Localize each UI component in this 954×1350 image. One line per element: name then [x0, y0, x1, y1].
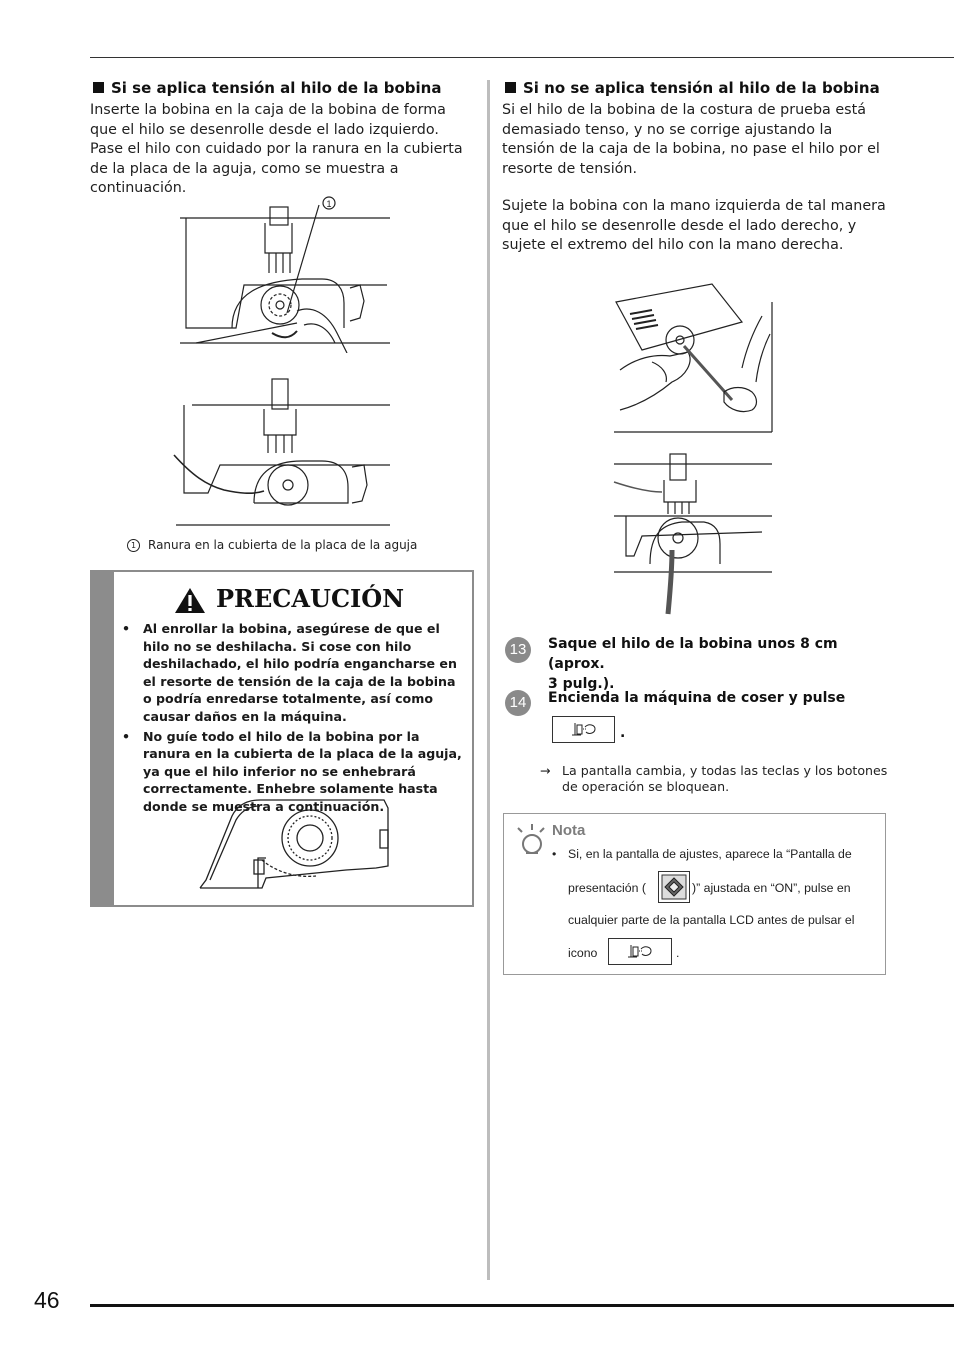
step-13 [548, 634, 888, 694]
bobbin-winding-icon-button [608, 938, 672, 965]
bobbin-winding-key-button[interactable] [552, 716, 615, 743]
caution-box [90, 570, 474, 907]
warning-triangle-icon [174, 587, 206, 614]
result-text [562, 763, 892, 795]
result-arrow: → [540, 763, 551, 778]
caution-item-text: Al enrollar la bobina, asegúrese de que el hilo no se deshilacha. Si cose con hilo deshilachado, el hilo podría engancharse en el resorte de tensión de la caja de la bobina o podría enredarse totalmente, así como causar daños en la máquina. [143, 621, 457, 724]
caution-list [118, 620, 468, 818]
bullet: • [122, 728, 131, 744]
square-bullet-icon [93, 82, 104, 93]
right-heading-text: Si no se aplica tensión al hilo de la bobina [523, 79, 880, 97]
bottom-rule [90, 1304, 954, 1307]
opening-screen-icon [659, 872, 689, 902]
caution-sidebar [92, 572, 114, 905]
bobbin-winding-icon [609, 939, 671, 964]
right-heading [505, 79, 880, 97]
right-paragraph-2: Sujete la bobina con la mano izquierda de tal manera que el hilo se desenrolle desde el lado derecho, y sujete el extremo del hilo con la mano derecha. [502, 198, 886, 253]
caption-text: Ranura en la cubierta de la placa de la aguja [148, 538, 418, 552]
bobbin-seated-illustration [172, 375, 397, 530]
caution-item-text: No guíe todo el hilo de la bobina por la ranura en la cubierta de la placa de la aguja, ya que el hilo inferior no se enhebrará correctamente. Enhebre solamente hasta donde se muestra a continuación. [143, 728, 462, 814]
nota-line-4b: . [676, 946, 680, 960]
holding-bobbin-illustration [612, 282, 777, 434]
left-paragraph: Inserte la bobina en la caja de la bobina de forma que el hilo se desenrolle desde el lado izquierdo. Pase el hilo con cuidado por la ranura en la cubierta de la placa de la aguja, como se muestra a continuación. [90, 102, 463, 196]
nota-line-2b: )” ajustada en “ON”, pulse en [692, 881, 851, 895]
column-divider [487, 80, 490, 1280]
caution-item [118, 620, 468, 726]
nota-bullet: • [552, 847, 557, 861]
step-13-line-2: 3 pulg.). [548, 676, 615, 692]
caution-title: PRECAUCIÓN [216, 584, 405, 613]
caption-number: 1 [127, 539, 140, 552]
nota-line-3: cualquier parte de la pantalla LCD antes de pulsar el [568, 913, 855, 927]
nota-box [503, 813, 886, 975]
callout-number-1: 1 [326, 199, 332, 209]
bobbin-slot-illustration [172, 193, 397, 353]
nota-line-4a: icono [568, 946, 598, 960]
square-bullet-icon [505, 82, 516, 93]
bobbin-winding-icon [553, 717, 614, 742]
needle-plate-cover-illustration [196, 796, 396, 896]
nota-line-2a: presentación ( [568, 881, 646, 895]
nota-line-1: Si, en la pantalla de ajustes, aparece la “Pantalla de [568, 847, 852, 861]
left-heading [93, 79, 441, 97]
step-14-badge: 14 [505, 690, 531, 716]
result-line-2: de operación se bloquean. [562, 779, 730, 794]
note-lightbulb-icon [514, 822, 546, 856]
left-heading-text: Si se aplica tensión al hilo de la bobina [111, 79, 442, 97]
step-14-period: . [620, 725, 626, 741]
right-paragraph-1: Si el hilo de la bobina de la costura de prueba está demasiado tenso, y no se corrige ajustando la tensión de la caja de la bobina, no pase el hilo por el resorte de tensión. [502, 102, 880, 177]
result-line-1: La pantalla cambia, y todas las teclas y los botones [562, 763, 888, 778]
step-13-badge: 13 [505, 637, 531, 663]
nota-title: Nota [552, 822, 586, 839]
bullet: • [122, 621, 131, 636]
step-14-text: Encienda la máquina de coser y pulse [548, 690, 846, 706]
step-13-line-1: Saque el hilo de la bobina unos 8 cm (aprox. [548, 636, 838, 672]
page-number: 46 [34, 1287, 60, 1313]
top-rule [90, 57, 954, 58]
figure-caption [127, 538, 417, 552]
opening-screen-icon-button [658, 871, 690, 903]
thread-pulled-illustration [612, 452, 777, 617]
